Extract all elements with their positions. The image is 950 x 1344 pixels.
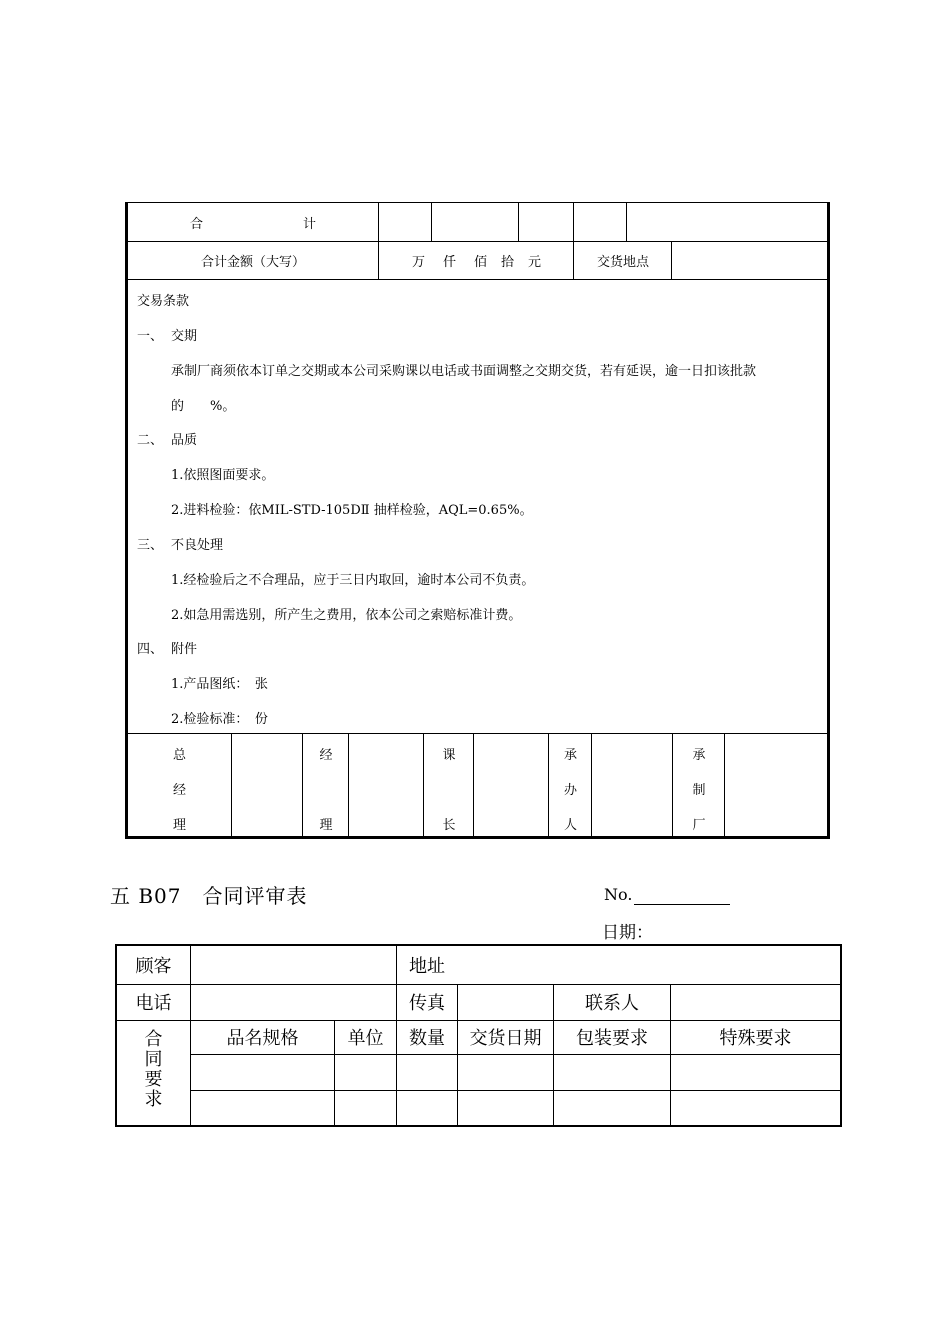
- col-header-qty: 数量: [409, 1028, 445, 1049]
- amount-label-cell: [128, 241, 378, 279]
- contract-requirements-label: [117, 1030, 190, 1110]
- total-label-left: 合: [189, 216, 203, 232]
- sig-mfr-char-2: 制: [692, 783, 706, 798]
- amount-row: [128, 241, 827, 280]
- sig-gm-char-1: 总: [172, 748, 186, 763]
- sig-box-section-chief: [473, 734, 549, 836]
- sig-mgr-char-3: 理: [319, 818, 333, 833]
- form-number-field[interactable]: [634, 904, 730, 905]
- section-1-line-2: 的 %。: [171, 399, 236, 414]
- customer-field[interactable]: [191, 946, 396, 984]
- fax-label: 传真: [409, 993, 445, 1014]
- total-label-cell: [128, 203, 378, 241]
- total-row: [128, 203, 827, 242]
- sig-mgr-char-1: 经: [319, 748, 333, 763]
- section-1-num: 一、: [137, 329, 164, 344]
- sig-handler-char-1: 承: [563, 748, 577, 763]
- sig-gm-char-3: 理: [172, 818, 186, 833]
- unit-wan: 万: [411, 254, 425, 270]
- unit-bai: 佰: [473, 254, 487, 270]
- sig-handler-char-3: 人: [563, 818, 577, 833]
- form-number-label: No.: [604, 885, 633, 904]
- form-title: 五 B07 合同评审表: [110, 884, 308, 908]
- phone-field[interactable]: [191, 984, 396, 1020]
- section-2-line-2: 2.进料检验：依MIL-STD-105DⅡ 抽样检验，AQL=0.65%。: [171, 503, 533, 518]
- signature-row: [128, 733, 827, 836]
- sig-chief-char-3: 长: [442, 818, 456, 833]
- delivery-place-label: 交货地点: [596, 254, 649, 270]
- section-2-line-1: 1.依照图面要求。: [171, 468, 275, 483]
- sig-box-handler: [591, 734, 673, 836]
- table-row[interactable]: [191, 1091, 840, 1125]
- unit-qian: 仟: [442, 254, 456, 270]
- address-label: 地址: [409, 956, 445, 977]
- fax-field[interactable]: [458, 984, 553, 1020]
- section-2-num: 二、: [137, 433, 164, 448]
- section-2-title: 品质: [171, 433, 198, 448]
- phone-label: 电话: [135, 993, 172, 1014]
- amount-units-cell: [378, 241, 574, 279]
- terms-heading: 交易条款: [137, 294, 190, 309]
- section-3-title: 不良处理: [171, 538, 224, 553]
- form-date-label: 日期：: [602, 923, 653, 943]
- table-row[interactable]: [191, 1055, 840, 1090]
- sig-label-section-chief: [423, 734, 474, 836]
- req-char-4: 求: [144, 1089, 163, 1110]
- total-label-right: 计: [303, 216, 317, 232]
- total-cell-5: [626, 203, 827, 241]
- sig-mfr-char-3: 厂: [692, 818, 706, 833]
- req-char-1: 合: [144, 1029, 163, 1050]
- total-cell-4: [573, 203, 627, 241]
- section-4-line-1: 1.产品图纸： 张: [171, 677, 268, 692]
- section-1-line-1: 承制厂商须依本订单之交期或本公司采购课以电话或书面调整之交期交货，若有延误，逾一日扣该批款: [171, 364, 757, 379]
- section-3-line-1: 1.经检验后之不合理品，应于三日内取回，逾时本公司不负责。: [171, 573, 535, 588]
- req-char-2: 同: [144, 1049, 163, 1070]
- delivery-place-label-cell: [573, 241, 672, 279]
- section-3-line-2: 2.如急用需选别，所产生之费用，依本公司之索赔标准计费。: [171, 608, 522, 623]
- col-header-special: 特殊要求: [719, 1028, 792, 1049]
- col-header-unit: 单位: [347, 1028, 384, 1049]
- contract-review-table: [115, 944, 842, 1127]
- trade-terms: [128, 280, 827, 733]
- total-cell-3: [518, 203, 574, 241]
- req-char-3: 要: [144, 1069, 163, 1090]
- total-cell-1: [378, 203, 432, 241]
- sig-label-handler: [548, 734, 592, 836]
- section-4-title: 附件: [171, 642, 198, 657]
- contact-field[interactable]: [671, 984, 840, 1020]
- sig-box-general-manager: [231, 734, 303, 836]
- sig-label-manufacturer: [672, 734, 725, 836]
- col-header-packaging: 包装要求: [576, 1028, 648, 1049]
- unit-yuan: 元: [528, 254, 542, 270]
- section-4-num: 四、: [137, 642, 164, 657]
- section-4-line-2: 2.检验标准： 份: [171, 712, 268, 727]
- delivery-place-value-cell: [671, 241, 827, 279]
- customer-label: 顾客: [135, 956, 172, 977]
- contact-label: 联系人: [585, 993, 639, 1014]
- col-header-delivery-date: 交货日期: [469, 1028, 542, 1049]
- col-header-spec: 品名规格: [226, 1028, 299, 1049]
- section-1-title: 交期: [171, 329, 198, 344]
- sig-mfr-char-1: 承: [692, 748, 706, 763]
- sig-gm-char-2: 经: [172, 783, 186, 798]
- address-field[interactable]: [458, 946, 840, 984]
- sig-chief-char-1: 课: [442, 748, 456, 763]
- purchase-order-table: [125, 202, 830, 839]
- sig-handler-char-2: 办: [563, 783, 577, 798]
- sig-box-manufacturer: [724, 734, 827, 836]
- sig-box-manager: [348, 734, 424, 836]
- section-3-num: 三、: [137, 538, 164, 553]
- sig-label-manager: [302, 734, 349, 836]
- sig-label-general-manager: [128, 734, 231, 836]
- total-cell-2: [431, 203, 519, 241]
- amount-label: 合计金额（大写）: [200, 254, 305, 270]
- unit-shi: 拾: [501, 254, 515, 270]
